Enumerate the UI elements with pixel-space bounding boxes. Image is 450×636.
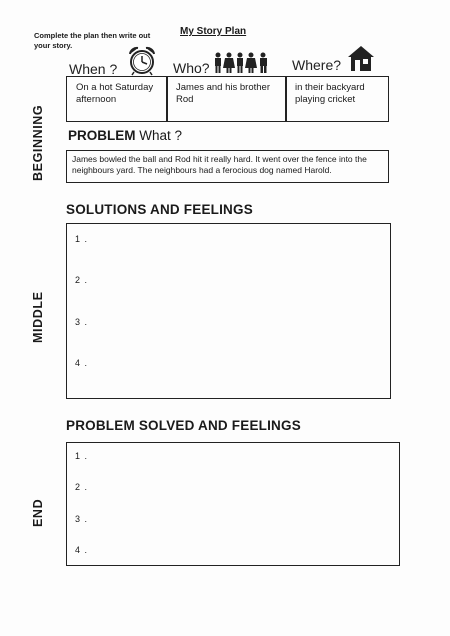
where-answer: in their backyard playing cricket xyxy=(295,82,365,105)
when-answer: On a hot Saturday afternoon xyxy=(76,82,154,105)
who-answer: James and his brother Rod xyxy=(176,82,270,105)
who-label: Who? xyxy=(173,60,210,76)
problem-heading: PROBLEM xyxy=(68,128,136,143)
problem-subheading: What ? xyxy=(139,128,183,143)
solutions-box xyxy=(66,223,391,399)
section-label-middle: MIDDLE xyxy=(31,291,45,343)
solution-item: 3 . xyxy=(75,317,89,327)
solved-heading: PROBLEM SOLVED AND FEELINGS xyxy=(66,418,301,433)
instructions: Complete the plan then write out your story. xyxy=(34,31,151,50)
page-title: My Story Plan xyxy=(180,26,247,37)
solved-box xyxy=(66,442,400,566)
where-label: Where? xyxy=(292,57,342,73)
section-label-beginning: BEGINNING xyxy=(31,104,45,181)
solved-item: 1 . xyxy=(75,451,89,461)
solution-item: 4 . xyxy=(75,358,89,368)
when-label: When ? xyxy=(69,61,118,77)
problem-heading-row xyxy=(68,128,182,143)
section-label-end: END xyxy=(31,498,45,527)
solved-item: 3 . xyxy=(75,514,89,524)
solved-item: 4 . xyxy=(75,545,89,555)
solution-item: 1 . xyxy=(75,234,89,244)
solution-item: 2 . xyxy=(75,275,89,285)
problem-text: James bowled the ball and Rod hit it really hard. It went over the fence into the neighbours yard. The neighbours had a ferocious dog named Harold. xyxy=(66,150,389,183)
solutions-heading: SOLUTIONS AND FEELINGS xyxy=(66,202,253,217)
alarm-clock-icon xyxy=(122,46,162,76)
solved-item: 2 . xyxy=(75,482,89,492)
house-icon xyxy=(346,44,376,72)
people-icon xyxy=(212,52,274,74)
